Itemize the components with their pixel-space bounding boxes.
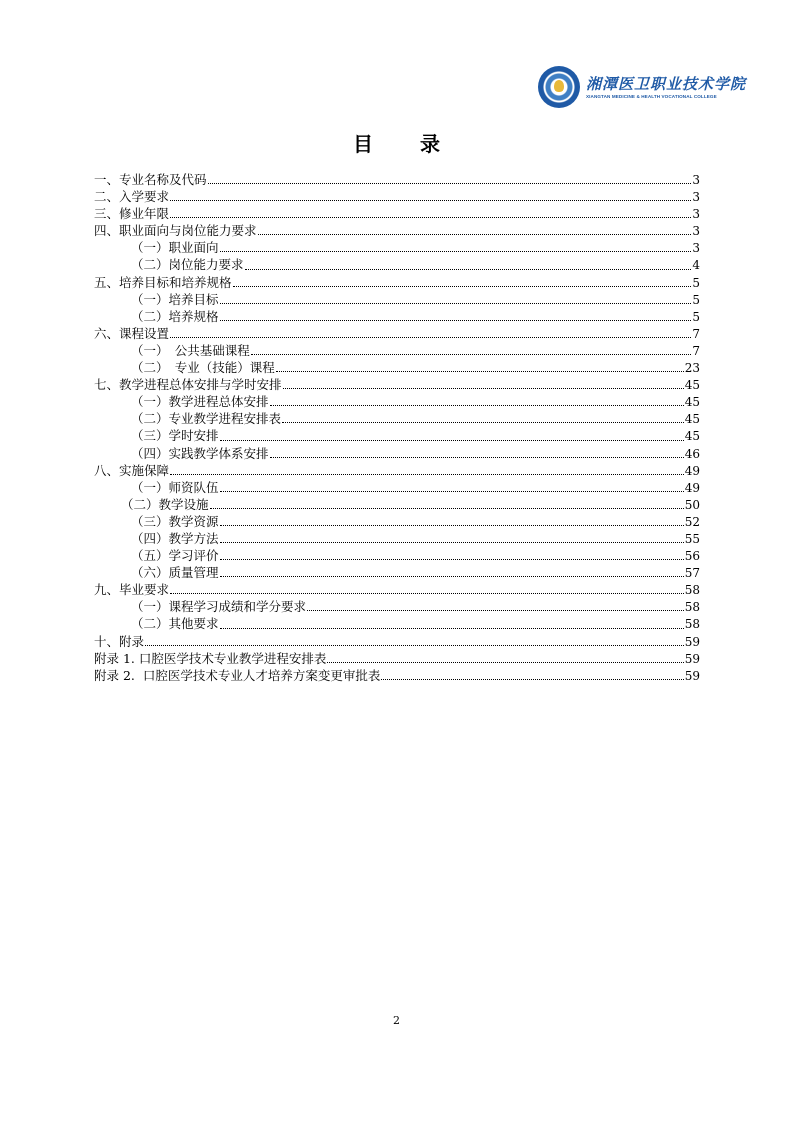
toc-entry-page: 3	[692, 241, 700, 256]
toc-entry[interactable]	[94, 667, 700, 684]
toc-dot-leader	[170, 474, 684, 475]
toc-entry-label: （一）培养目标	[131, 291, 219, 307]
toc-entry-page: 50	[684, 497, 700, 512]
toc-dot-leader	[258, 234, 692, 235]
toc-dot-leader	[276, 371, 684, 372]
toc-dot-leader	[245, 269, 692, 270]
toc-entry[interactable]	[94, 615, 700, 632]
toc-entry-page: 3	[692, 207, 700, 222]
toc-entry-page: 4	[692, 258, 700, 273]
toc-entry-label: （二）教学设施	[121, 496, 209, 512]
toc-entry-page: 7	[692, 343, 700, 358]
toc-dot-leader	[270, 457, 684, 458]
toc-dot-leader	[220, 491, 684, 492]
toc-entry[interactable]	[94, 530, 700, 547]
toc-entry-page: 49	[684, 480, 700, 495]
toc-dot-leader	[282, 422, 684, 423]
toc-entry-label: （五）学习评价	[131, 548, 219, 564]
toc-entry-label: 附录 2. 口腔医学技术专业人才培养方案变更审批表	[94, 667, 381, 683]
toc-dot-leader	[381, 679, 683, 680]
toc-entry[interactable]	[94, 359, 700, 376]
toc-entry[interactable]	[94, 479, 700, 496]
toc-entry-page: 59	[684, 634, 700, 649]
toc-dot-leader	[233, 286, 692, 287]
toc-entry[interactable]	[94, 308, 700, 325]
toc-entry-label: （一）教学进程总体安排	[131, 394, 269, 410]
toc-entry[interactable]	[94, 513, 700, 530]
toc-entry[interactable]	[94, 462, 700, 479]
toc-entry-label: （二） 专业（技能）课程	[131, 360, 275, 376]
toc-entry[interactable]	[94, 291, 700, 308]
toc-dot-leader	[220, 320, 692, 321]
toc-dot-leader	[170, 337, 691, 338]
toc-dot-leader	[220, 525, 684, 526]
toc-dot-leader	[210, 508, 684, 509]
toc-dot-leader	[145, 645, 684, 646]
toc-entry-label: （四）教学方法	[131, 530, 219, 546]
toc-entry-label: 一、专业名称及代码	[94, 172, 207, 187]
toc-dot-leader	[220, 251, 692, 252]
toc-entry[interactable]	[94, 376, 700, 393]
toc-dot-leader	[170, 200, 691, 201]
toc-entry-page: 56	[684, 549, 700, 564]
page-title: 目 录	[353, 132, 460, 156]
toc-entry[interactable]	[94, 171, 700, 188]
logo-text	[586, 75, 746, 100]
toc-dot-leader	[208, 183, 692, 184]
toc-dot-leader	[283, 388, 684, 389]
toc-entry-label: 二、入学要求	[94, 189, 170, 205]
toc-entry[interactable]	[94, 410, 700, 427]
toc-entry-page: 59	[684, 668, 700, 683]
toc-entry-page: 52	[684, 514, 700, 529]
toc-dot-leader	[170, 217, 691, 218]
toc-entry-label: （三）教学资源	[131, 513, 219, 529]
toc-entry-page: 59	[684, 651, 700, 666]
toc-entry-page: 57	[684, 566, 700, 581]
toc-entry-label: 三、修业年限	[94, 206, 170, 222]
toc-entry-page: 58	[684, 583, 700, 598]
toc-entry-page: 5	[692, 309, 700, 324]
toc-entry-page: 55	[684, 531, 700, 546]
toc-entry[interactable]	[94, 581, 700, 598]
toc-dot-leader	[220, 440, 684, 441]
toc-entry-label: 十、附录	[94, 633, 145, 649]
toc-entry-page: 3	[692, 224, 700, 239]
toc-entry-page: 3	[692, 190, 700, 205]
toc-entry[interactable]	[94, 445, 700, 462]
table-of-contents	[94, 171, 700, 684]
logo-english-name: XIANGTAN MEDICINE & HEALTH VOCATIONAL COLLEGE	[586, 93, 717, 99]
toc-entry[interactable]	[94, 393, 700, 410]
toc-entry-page: 46	[684, 446, 700, 461]
toc-entry-label: 九、毕业要求	[94, 582, 170, 598]
toc-dot-leader	[270, 405, 684, 406]
toc-dot-leader	[220, 576, 684, 577]
toc-entry-page: 3	[692, 173, 700, 187]
toc-entry-page: 5	[692, 275, 700, 290]
toc-entry-label: （一）师资队伍	[131, 479, 219, 495]
toc-entry-page: 23	[684, 361, 700, 376]
toc-entry-label: （二）岗位能力要求	[131, 257, 244, 273]
toc-dot-leader	[220, 628, 684, 629]
toc-entry-page: 45	[684, 378, 700, 393]
toc-entry-page: 58	[684, 600, 700, 615]
toc-entry-page: 49	[684, 463, 700, 478]
toc-dot-leader	[220, 542, 684, 543]
toc-entry[interactable]	[94, 222, 700, 239]
toc-entry[interactable]	[94, 547, 700, 564]
toc-dot-leader	[251, 354, 692, 355]
toc-entry[interactable]	[94, 564, 700, 581]
toc-entry[interactable]	[94, 205, 700, 222]
toc-entry[interactable]	[94, 256, 700, 273]
toc-entry[interactable]	[94, 188, 700, 205]
toc-entry-page: 45	[684, 395, 700, 410]
toc-entry[interactable]	[94, 274, 700, 291]
toc-entry-label: （六）质量管理	[131, 565, 219, 581]
toc-entry[interactable]	[94, 325, 700, 342]
toc-entry-label: （二）专业教学进程安排表	[131, 411, 282, 427]
toc-entry-page: 7	[692, 326, 700, 341]
toc-entry-label: 八、实施保障	[94, 462, 170, 478]
toc-entry[interactable]	[94, 239, 700, 256]
toc-entry-label: （一） 公共基础课程	[131, 342, 250, 358]
toc-entry-label: （一）课程学习成绩和学分要求	[131, 599, 307, 615]
toc-entry[interactable]	[94, 633, 700, 650]
college-logo	[538, 66, 746, 108]
toc-entry-page: 58	[684, 617, 700, 632]
toc-entry[interactable]	[94, 650, 700, 667]
toc-dot-leader	[170, 593, 684, 594]
toc-entry[interactable]	[94, 342, 700, 359]
college-seal-icon	[538, 66, 580, 108]
page-number: 2	[393, 1014, 400, 1027]
toc-entry-page: 45	[684, 429, 700, 444]
toc-entry[interactable]	[94, 598, 700, 615]
toc-entry-page: 5	[692, 292, 700, 307]
toc-entry-label: 五、培养目标和培养规格	[94, 274, 232, 290]
toc-entry-label: （二）其他要求	[131, 616, 219, 632]
toc-dot-leader	[307, 610, 684, 611]
toc-entry-page: 45	[684, 412, 700, 427]
toc-entry-label: 四、职业面向与岗位能力要求	[94, 223, 257, 239]
toc-entry-label: （二）培养规格	[131, 308, 219, 324]
logo-chinese-name: 湘潭医卫职业技术学院	[586, 74, 747, 93]
toc-entry-label: （四）实践教学体系安排	[131, 445, 269, 461]
toc-entry-label: （三）学时安排	[131, 428, 219, 444]
toc-entry[interactable]	[94, 427, 700, 444]
toc-dot-leader	[220, 303, 692, 304]
toc-entry-label: 七、教学进程总体安排与学时安排	[94, 377, 282, 393]
toc-entry-label: 附录 1. 口腔医学技术专业教学进程安排表	[94, 650, 327, 666]
toc-entry-label: 六、课程设置	[94, 325, 170, 341]
toc-dot-leader	[220, 559, 684, 560]
toc-entry[interactable]	[94, 496, 700, 513]
toc-entry-label: （一）职业面向	[131, 240, 219, 256]
toc-dot-leader	[327, 662, 683, 663]
